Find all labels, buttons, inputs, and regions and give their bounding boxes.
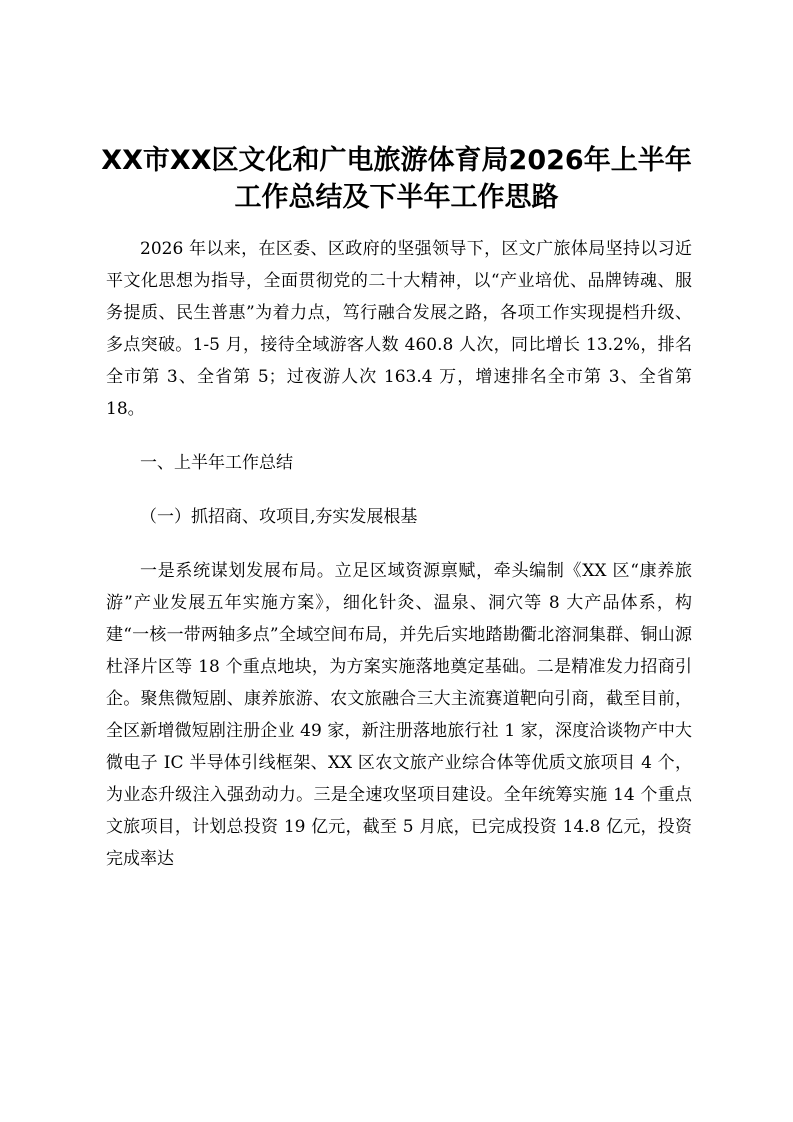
subsection-paragraph: 一是系统谋划发展布局。立足区域资源禀赋，牵头编制《XX 区“康养旅游”产业发展五年实施方案》，细化针灸、温泉、洞穴等 8 大产品体系，构建“一核一带两轴多点”全域空间布局，并先后实地踏勘衢北溶洞集群、铜山源杜泽片区等 18 个重点地块，为方案实施落地奠定基础。二是精准发力招商引企。聚焦微短剧、康养旅游、农文旅融合三大主流赛道靶向引商，截至目前，全区新增微短剧注册企业 49 家，新注册落地旅行社 1 家，深度洽谈物产中大微电子 IC 半导体引线框架、XX 区农文旅产业综合体等优质文旅项目 4 个，为业态升级注入强劲动力。三是全速攻坚项目建设。全年统筹实施 14 个重点文旅项目，计划总投资 19 亿元，截至 5 月底，已完成投资 14.8 亿元，投资完成率达 <box>106 561 692 869</box>
section-heading: 一、上半年工作总结 <box>140 453 293 473</box>
document-body <box>106 233 692 875</box>
intro-paragraph: 2026 年以来，在区委、区政府的坚强领导下，区文广旅体局坚持以习近平文化思想为指导，全面贯彻党的二十大精神，以“产业培优、品牌铸魂、服务提质、民生普惠”为着力点，笃行融合发展之路，各项工作实现提档升级、多点突破。1-5 月，接待全域游客人数 460.8 人次，同比增长 13.2%，排名全市第 3、全省第 5；过夜游人次 163.4 万，增速排名全市第 3、全省第 18。 <box>106 239 692 419</box>
document-title: XX市XX区文化和广电旅游体育局2026年上半年工作总结及下半年工作思路 <box>101 145 692 213</box>
subsection-heading: （一）抓招商、攻项目,夯实发展根基 <box>140 507 418 527</box>
